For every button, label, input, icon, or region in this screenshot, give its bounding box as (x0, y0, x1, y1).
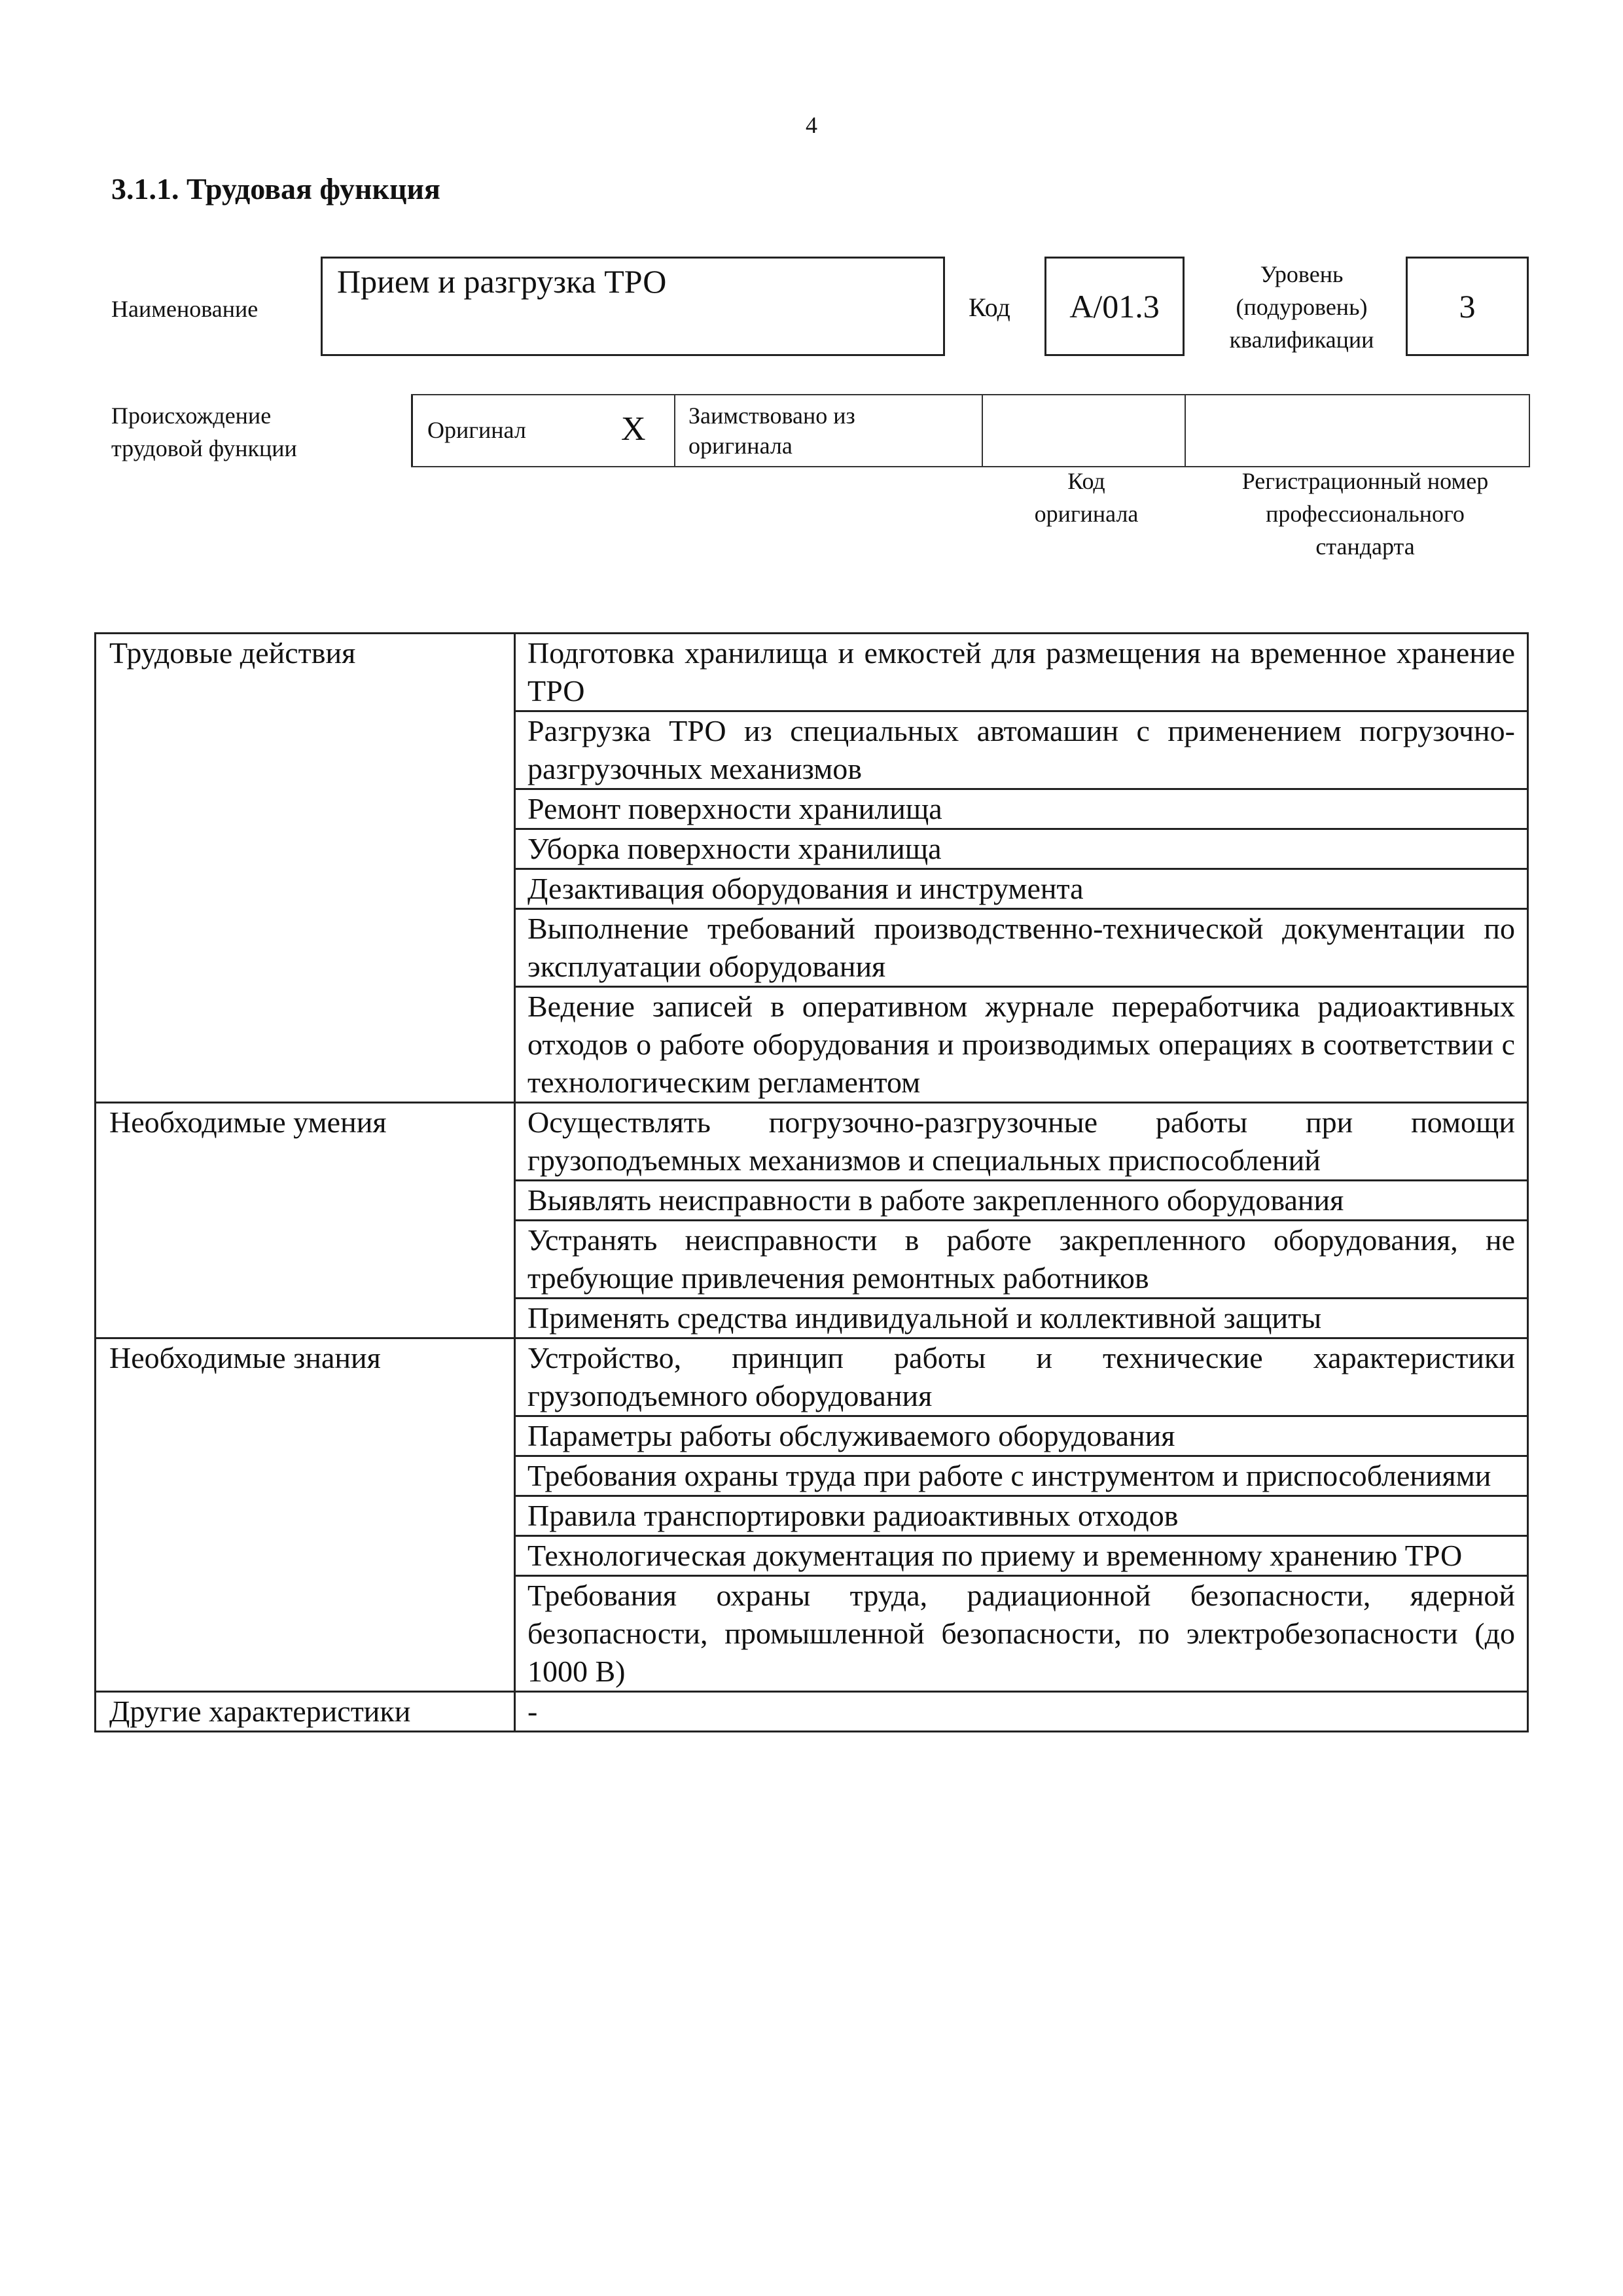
original-mark: X (621, 410, 646, 448)
function-table (94, 632, 1529, 1732)
origin-original-cell (411, 395, 674, 466)
reg-number-line1: Регистрационный номер (1241, 468, 1489, 494)
name-label: Наименование (111, 296, 259, 322)
labor-action-item: Уборка поверхности хранилища (515, 829, 1528, 869)
labor-action-item: Дезактивация оборудования и инструмента (515, 869, 1528, 909)
labor-action-item: Выполнение требований производственно-технической документации по эксплуатации оборудования (515, 909, 1528, 987)
origin-code-cell (982, 395, 1185, 466)
level-label-line2: (подуровень) (1236, 294, 1368, 320)
skills-header: Необходимые умения (96, 1103, 515, 1338)
other-value: - (515, 1692, 1528, 1732)
labor-action-item: Подготовка хранилища и емкостей для размещения на временное хранение ТРО (515, 634, 1528, 711)
skill-item: Применять средства индивидуальной и коллективной защиты (515, 1299, 1528, 1338)
labor-action-item: Ремонт поверхности хранилища (515, 789, 1528, 829)
labor-action-item: Ведение записей в оперативном журнале переработчика радиоактивных отходов о работе оборудования и производимых операциях в соответствии с технологическим регламентом (515, 987, 1528, 1103)
origin-row (411, 394, 1530, 467)
skill-item: Устранять неисправности в работе закрепленного оборудования, не требующие привлечения ремонтных работников (515, 1221, 1528, 1299)
table-row (96, 1692, 1528, 1732)
reg-number-line3: стандарта (1315, 533, 1415, 560)
page-number: 4 (806, 112, 817, 138)
level-field: 3 (1406, 257, 1529, 356)
origin-label (111, 399, 297, 465)
skill-item: Выявлять неисправности в работе закрепленного оборудования (515, 1181, 1528, 1221)
origin-label-line1: Происхождение (111, 403, 272, 429)
labor-action-item: Разгрузка ТРО из специальных автомашин с применением погрузочно-разгрузочных механизмов (515, 711, 1528, 789)
table-row (96, 634, 1528, 711)
knowledge-item: Правила транспортировки радиоактивных отходов (515, 1496, 1528, 1536)
borrowed-line1: Заимствовано из (688, 403, 855, 429)
knowledge-item: Устройство, принцип работы и технические характеристики грузоподъемного оборудования (515, 1338, 1528, 1416)
knowledge-item: Параметры работы обслуживаемого оборудования (515, 1416, 1528, 1456)
knowledge-item: Требования охраны труда при работе с инструментом и приспособлениями (515, 1456, 1528, 1496)
knowledge-item: Требования охраны труда, радиационной безопасности, ядерной безопасности, промышленной безопасности, по электробезопасности (до 1000 В) (515, 1576, 1528, 1692)
code-original-line1: Код (1067, 468, 1105, 494)
code-original-caption (969, 465, 1204, 530)
reg-number-caption (1202, 465, 1529, 563)
skill-item: Осуществлять погрузочно-разгрузочные работы при помощи грузоподъемных механизмов и специальных приспособлений (515, 1103, 1528, 1181)
origin-label-line2: трудовой функции (111, 435, 297, 461)
code-original-line2: оригинала (1034, 501, 1139, 527)
name-field: Прием и разгрузка ТРО (321, 257, 945, 356)
knowledge-item: Технологическая документация по приему и временному хранению ТРО (515, 1536, 1528, 1576)
table-row (96, 1103, 1528, 1181)
level-label-line3: квалификации (1229, 327, 1374, 353)
level-label (1203, 258, 1400, 356)
borrowed-line2: оригинала (688, 433, 793, 459)
code-label: Код (969, 293, 1010, 322)
reg-number-line2: профессионального (1266, 501, 1465, 527)
level-label-line1: Уровень (1260, 261, 1344, 287)
section-title: 3.1.1. Трудовая функция (111, 172, 440, 206)
origin-reg-cell (1185, 395, 1530, 466)
origin-borrowed-cell (674, 395, 982, 466)
table-row (96, 1338, 1528, 1416)
knowledge-header: Необходимые знания (96, 1338, 515, 1692)
code-field: А/01.3 (1044, 257, 1185, 356)
other-header: Другие характеристики (96, 1692, 515, 1732)
labor-actions-header: Трудовые действия (96, 634, 515, 1103)
original-label: Оригинал (427, 417, 526, 443)
